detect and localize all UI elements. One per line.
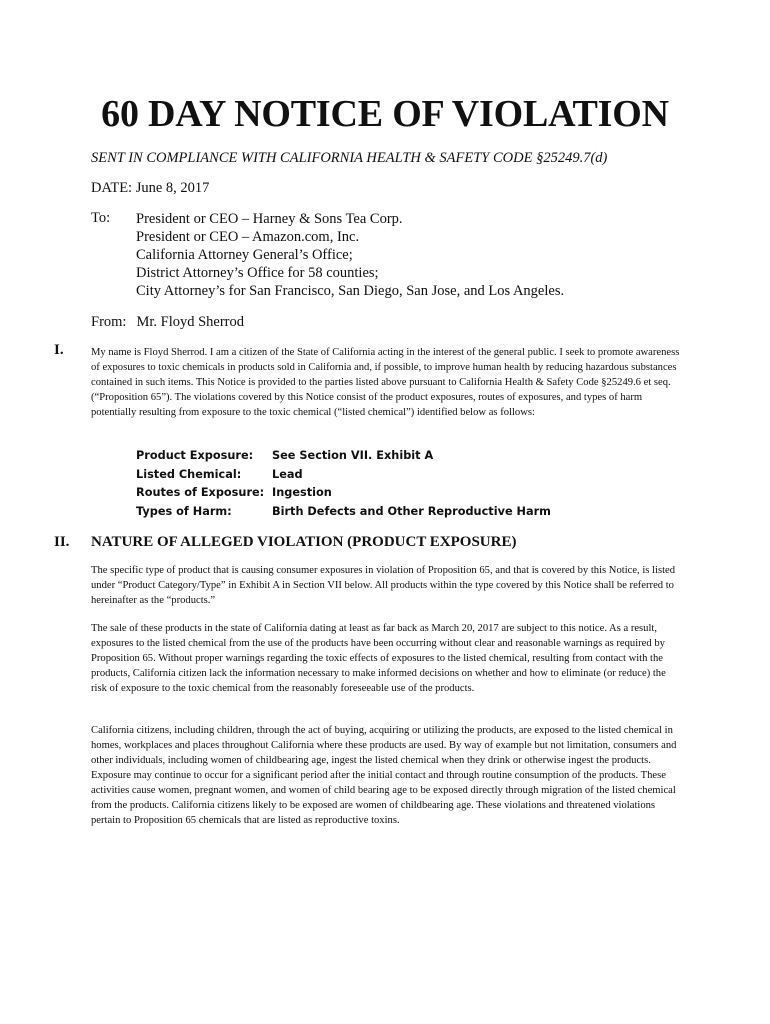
section2-paragraph: California citizens, including children, through the act of buying, acquiring or utilizing the products, are exposed to the listed chemical in homes, workplaces and places throughout California where these products are used. By way of example but not limitation, consumers and other individuals, including women of childbearing age, ingest the listed chemical when they drink or otherwise ingest the products. Exposure may continue to occur for a significant period after the initial contact and through routine consumption of the products. These activities cause women, pregnant women, and women of child bearing age to be exposed directly through migration of the listed chemical from the products. California citizens likely to be exposed are women of childbearing age. These violations and threatened violations pertain to Proposition 65 chemicals that are listed as reproductive toxins. [91, 725, 677, 826]
recipient-line: President or CEO – Harney & Sons Tea Corp. [136, 211, 403, 227]
to-label: To: [91, 210, 111, 226]
recipient-line: City Attorney’s for San Francisco, San Diego, San Jose, and Los Angeles. [136, 283, 565, 299]
document-title: 60 DAY NOTICE OF VIOLATION [101, 93, 669, 135]
section2-paragraph: The sale of these products in the state of California dating at least as far back as March 20, 2017 are subject to this notice. As a result, exposures to the listed chemical from the use of the products have been occurring without clear and reasonable warnings as required by Proposition 65. Without proper warnings regarding the toxic effects of exposures to the listed chemical, resulting from contact with the products, California citizen lack the information necessary to make informed decisions on whether and how to eliminate (or reduce) the risk of exposure to the toxic chemical from the reasonably foreseeable use of the products. [91, 623, 666, 694]
facts-label: Routes of Exposure: [136, 486, 265, 499]
facts-label: Listed Chemical: [136, 467, 242, 481]
recipient-list [136, 210, 564, 300]
facts-row [136, 447, 551, 466]
from-line [91, 314, 244, 331]
facts-value: Ingestion [272, 486, 332, 499]
facts-label: Product Exposure: [136, 449, 254, 462]
from-label: From: [91, 314, 127, 330]
document-subtitle: SENT IN COMPLIANCE WITH CALIFORNIA HEALTH & SAFETY CODE §25249.7(d) [91, 150, 608, 166]
recipient-line: District Attorney’s Office for 58 counties; [136, 265, 379, 281]
facts-value: Birth Defects and Other Reproductive Harm [272, 504, 551, 518]
section-number-2: II. [54, 534, 70, 550]
facts-label: Types of Harm: [136, 504, 232, 518]
violation-facts-table [136, 447, 551, 521]
section2-paragraph: The specific type of product that is causing consumer exposures in violation of Proposition 65, and that is covered by this Notice, is listed under “Product Category/Type” in Exhibit A in Section VII below. All products within the type covered by this Notice shall be referred to hereinafter as the “products.” [91, 565, 676, 606]
facts-value: Lead [272, 467, 303, 481]
section1-paragraph: My name is Floyd Sherrod. I am a citizen of the State of California acting in the interest of the general public. I seek to promote awareness of exposures to toxic chemicals in products sold in California and, if possible, to improve human health by reducing hazardous substances contained in such items. This Notice is provided to the parties listed above pursuant to California Health & Safety Code §25249.6 et seq. (“Proposition 65”). The violations covered by this Notice consist of the product exposures, routes of exposures, and types of harm potentially resulting from exposure to the toxic chemical (“listed chemical”) identified below as follows: [91, 347, 680, 418]
section-number-1: I. [54, 342, 64, 358]
notice-date: DATE: June 8, 2017 [91, 180, 210, 196]
facts-row [136, 484, 551, 503]
recipient-line: President or CEO – Amazon.com, Inc. [136, 229, 360, 245]
facts-row [136, 466, 551, 485]
from-value: Mr. Floyd Sherrod [136, 314, 244, 330]
facts-row [136, 503, 551, 522]
facts-value: See Section VII. Exhibit A [272, 449, 434, 462]
recipient-line: California Attorney General’s Office; [136, 247, 353, 263]
section2-heading: NATURE OF ALLEGED VIOLATION (PRODUCT EXPOSURE) [91, 534, 517, 550]
